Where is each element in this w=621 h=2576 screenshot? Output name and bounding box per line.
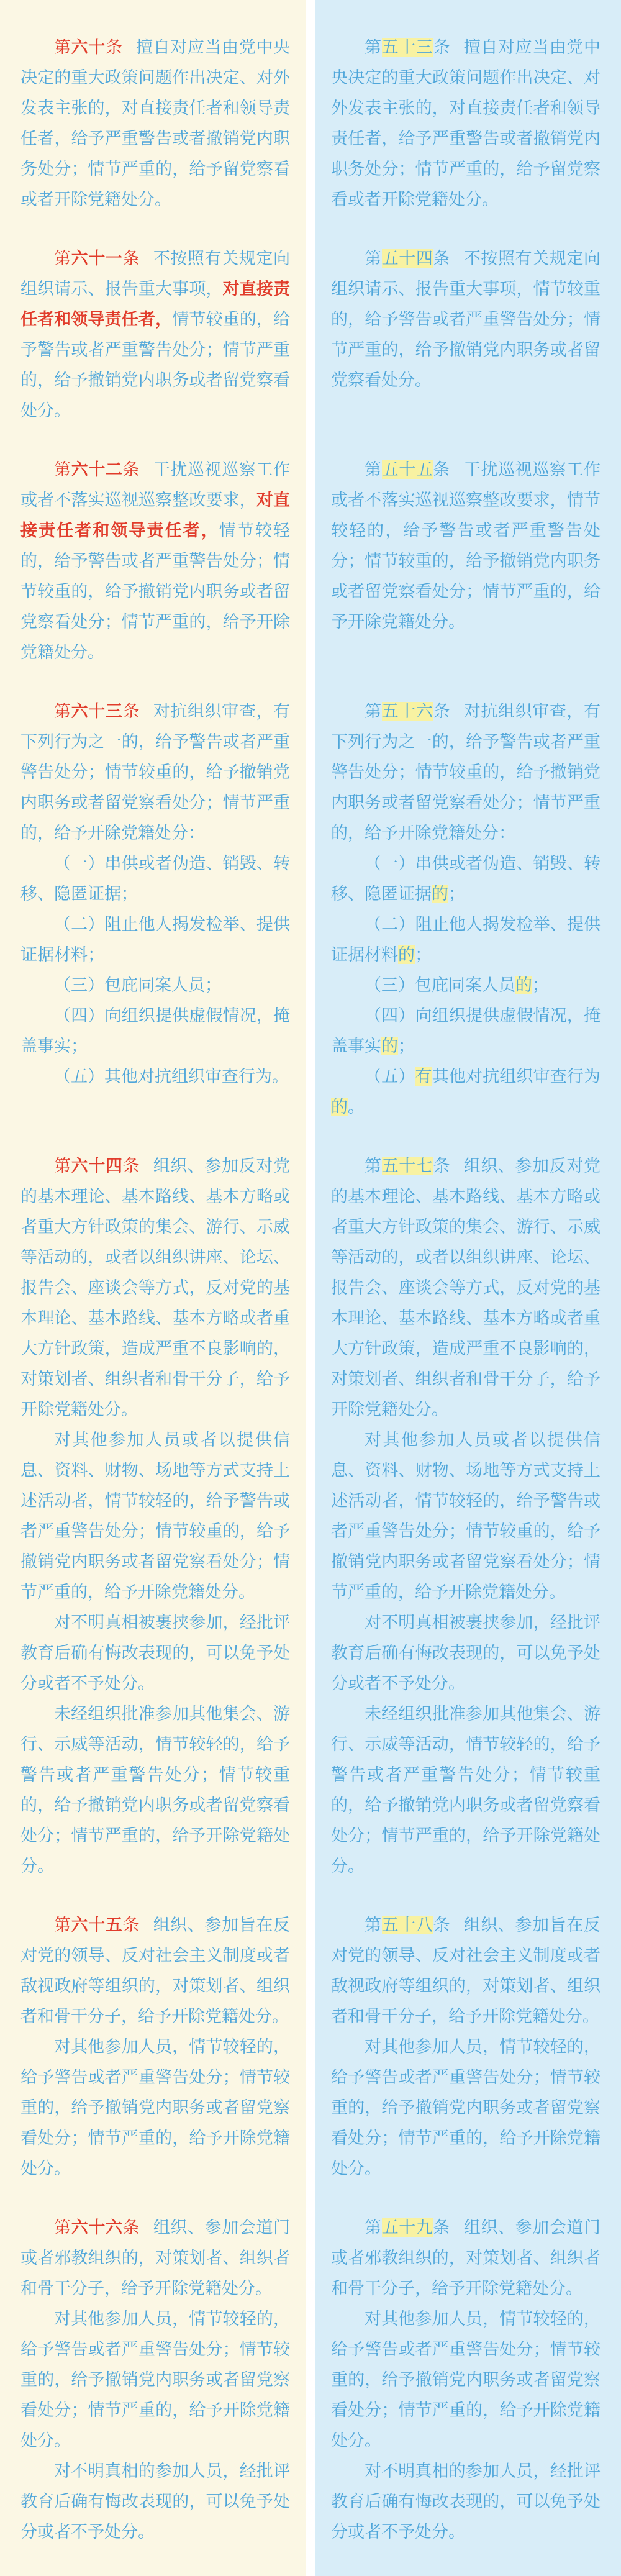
text-run: 对其他参加人员，情节较轻的，给予警告或者严重警告处分；情节较重的，给予撤销党内职务或者留党察看处分；情节严重的，给予开除党籍处分。: [331, 2037, 601, 2178]
article-row: [0, 243, 621, 455]
article-paragraph: [20, 243, 290, 426]
text-run: 对不明真相的参加人员，经批评教育后确有悔改表现的，可以免予处分或者不予处分。: [20, 2462, 290, 2541]
article-number: 条: [433, 702, 451, 721]
bold-red-run: 对直接责任者和领导责任者，: [20, 491, 291, 540]
article: [331, 2213, 601, 2547]
text-run: 对不明真相被裹挟参加，经批评教育后确有悔改表现的，可以免予处分或者不予处分。: [331, 1613, 601, 1693]
article-paragraph: [331, 2456, 601, 2547]
article-number: 条: [433, 1157, 451, 1175]
text-run: （五）: [365, 1067, 415, 1086]
text-run: 不按照有关规定向组织请示、报告重大事项，: [20, 249, 291, 298]
article-paragraph: [20, 455, 290, 668]
article: [20, 1151, 290, 1882]
article-paragraph: [20, 909, 290, 970]
article-paragraph: [20, 970, 290, 1001]
text-run: （一）串供或者伪造、销毁、转移、隐匿证据: [331, 854, 601, 903]
article-cell-right: [310, 2213, 621, 2576]
article-paragraph: [331, 1062, 601, 1122]
article-paragraph: [331, 1699, 601, 1882]
article-paragraph: [331, 1001, 601, 1062]
bold-red-run: 六十六: [71, 2218, 123, 2237]
text-run: （五）其他对抗组织审查行为。: [54, 1067, 289, 1086]
article-paragraph: [331, 696, 601, 849]
text-run: 擅自对应当由党中央决定的重大政策问题作出决定、对外发表主张的，对直接责任者和领导责任者，给予严重警告或者撤销党内职务处分；情节严重的，给予留党察看或者开除党籍处分。: [331, 38, 601, 209]
article-paragraph: [20, 1699, 290, 1882]
article-number: 第: [54, 460, 71, 479]
highlight-run: 的: [331, 1098, 348, 1116]
article-number: 条: [433, 460, 451, 479]
text-run: 组织、参加反对党的基本理论、基本路线、基本方略或者重大方针政策的集会、游行、示威等活动的，或者以组织讲座、论坛、报告会、座谈会等方式，反对党的基本理论、基本路线、基本方略或者重大方针政策，造成严重不良影响的，对策划者、组织者和骨干分子，给予开除党籍处分。: [20, 1157, 291, 1419]
text-run: （四）向组织提供虚假情况，掩盖事实: [331, 1006, 601, 1055]
article-number: 条: [122, 1157, 140, 1175]
article-paragraph: [331, 455, 601, 637]
text-run: 第: [365, 1157, 382, 1175]
text-run: ；: [532, 976, 549, 994]
article: [331, 455, 601, 637]
highlight-run: 的: [432, 885, 448, 903]
text-run: 对其他参加人员，情节较轻的，给予警告或者严重警告处分；情节较重的，给予撤销党内职务或者留党察看处分；情节严重的，给予开除党籍处分。: [20, 2310, 290, 2450]
article-paragraph: [331, 849, 601, 909]
text-run: 擅自对应当由党中央决定的重大政策问题作出决定、对外发表主张的，对直接责任者和领导责任者，给予严重警告或者撤销党内职务处分；情节严重的，给予留党察看或者开除党籍处分。: [20, 38, 291, 209]
text-run: 对抗组织审查，有下列行为之一的，给予警告或者严重警告处分；情节较重的，给予撤销党内职务或者留党察看处分；情节严重的，给予开除党籍处分：: [331, 702, 601, 842]
article-row: [0, 455, 621, 696]
article: [20, 2213, 290, 2547]
article: [331, 1910, 601, 2184]
article-paragraph: [20, 696, 290, 849]
text-run: 对其他参加人员或者以提供信息、资料、财物、场地等方式支持上述活动者，情节较轻的，给予警告或者严重警告处分；情节较重的，给予撤销党内职务或者留党察看处分；情节严重的，给予开除党籍处分。: [331, 1431, 601, 1601]
article: [331, 32, 601, 215]
article-paragraph: [20, 1151, 290, 1425]
article-paragraph: [20, 1062, 290, 1092]
article-paragraph: [331, 1151, 601, 1425]
article: [20, 243, 290, 426]
article-paragraph: [20, 2304, 290, 2456]
article-number: 条: [433, 1916, 451, 1934]
text-run: 第: [365, 1916, 382, 1934]
text-run: ；: [398, 1037, 415, 1055]
bold-red-run: 六十二: [71, 460, 123, 479]
article: [331, 1151, 601, 1882]
bold-red-run: 六十四: [71, 1157, 123, 1175]
text-run: （三）包庇同案人员: [365, 976, 515, 994]
article: [331, 243, 601, 396]
highlight-run: 五十三: [381, 38, 433, 57]
text-run: 组织、参加旨在反对党的领导、反对社会主义制度或者敌视政府等组织的，对策划者、组织者和骨干分子，给予开除党籍处分。: [331, 1916, 601, 2026]
article-number: 条: [433, 249, 451, 268]
article: [20, 455, 290, 668]
article-paragraph: [20, 1425, 290, 1608]
article-cell-right: [310, 696, 621, 1151]
text-run: 干扰巡视巡察工作或者不落实巡视巡察整改要求，: [20, 460, 291, 509]
article-row: [0, 696, 621, 1151]
article: [331, 696, 601, 1122]
text-run: 对抗组织审查，有下列行为之一的，给予警告或者严重警告处分；情节较重的，给予撤销党内职务或者留党察看处分；情节严重的，给予开除党籍处分：: [20, 702, 291, 842]
highlight-run: 五十五: [381, 460, 433, 479]
article-row: [0, 1151, 621, 1910]
article-number: 第: [54, 38, 71, 57]
highlight-run: 五十六: [381, 702, 433, 721]
article-number: 第: [54, 1157, 71, 1175]
text-run: 对其他参加人员或者以提供信息、资料、财物、场地等方式支持上述活动者，情节较轻的，给予警告或者严重警告处分；情节较重的，给予撤销党内职务或者留党察看处分；情节严重的，给予开除党籍处分。: [20, 1431, 290, 1601]
text-run: （二）阻止他人揭发检举、提供证据材料: [331, 915, 601, 964]
text-run: 未经组织批准参加其他集会、游行、示威等活动，情节较轻的，给予警告或者严重警告处分；情节较重的，给予撤销党内职务或者留党察看处分；情节严重的，给予开除党籍处分。: [20, 1704, 290, 1875]
text-run: 干扰巡视巡察工作或者不落实巡视巡察整改要求，情节较轻的，给予警告或者严重警告处分；情节较重的，给予撤销党内职务或者留党察看处分；情节严重的，给予开除党籍处分。: [331, 460, 601, 631]
bold-red-run: 对直接责任者和领导责任者，: [20, 280, 291, 329]
article-number: 条: [433, 2218, 451, 2237]
article-paragraph: [20, 2213, 290, 2304]
article-number: 条: [122, 702, 140, 721]
text-run: 对其他参加人员，情节较轻的，给予警告或者严重警告处分；情节较重的，给予撤销党内职务或者留党察看处分；情节严重的，给予开除党籍处分。: [331, 2310, 601, 2450]
article-paragraph: [331, 1910, 601, 2032]
article-cell-left: [0, 32, 310, 243]
text-run: 第: [365, 249, 382, 268]
article-cell-left: [0, 1151, 310, 1910]
article-number: 条: [122, 1916, 140, 1934]
article: [20, 32, 290, 215]
text-run: （二）阻止他人揭发检举、提供证据材料；: [20, 915, 290, 964]
highlight-run: 五十七: [381, 1157, 433, 1175]
article-paragraph: [20, 2032, 290, 2184]
text-run: 不按照有关规定向组织请示、报告重大事项，情节较重的，给予警告或者严重警告处分；情节严重的，给予撤销党内职务或者留党察看处分。: [331, 249, 601, 389]
highlight-run: 五十八: [381, 1916, 433, 1934]
article-number: 第: [54, 702, 71, 721]
highlight-run: 五十四: [381, 249, 433, 268]
text-run: 第: [365, 702, 382, 721]
text-run: 第: [365, 38, 382, 57]
article-cell-right: [310, 243, 621, 424]
article-paragraph: [331, 243, 601, 396]
text-run: ；: [415, 945, 432, 964]
text-run: 对其他参加人员，情节较轻的，给予警告或者严重警告处分；情节较重的，给予撤销党内职务或者留党察看处分；情节严重的，给予开除党籍处分。: [20, 2037, 290, 2178]
article-number: 条: [122, 249, 140, 268]
article-paragraph: [331, 2032, 601, 2184]
text-run: ；: [448, 885, 465, 903]
text-run: 第: [365, 2218, 382, 2237]
highlight-run: 的: [515, 976, 532, 994]
article-paragraph: [20, 2456, 290, 2547]
article-row: [0, 2213, 621, 2576]
bold-red-run: 六十: [71, 38, 106, 57]
article-paragraph: [331, 2213, 601, 2304]
text-run: （三）包庇同案人员；: [54, 976, 222, 994]
article-number: 第: [54, 1916, 71, 1934]
article-row: [0, 32, 621, 243]
article-paragraph: [331, 1425, 601, 1608]
text-run: 其他对抗组织审查行为: [432, 1067, 601, 1086]
article-cell-right: [310, 455, 621, 666]
article: [20, 1910, 290, 2184]
article-cell-left: [0, 2213, 310, 2576]
article-number: 条: [105, 38, 123, 57]
article-row: [0, 1910, 621, 2213]
bold-red-run: 六十一: [71, 249, 123, 268]
highlight-run: 有: [415, 1067, 432, 1086]
text-run: （四）向组织提供虚假情况，掩盖事实；: [20, 1006, 290, 1055]
text-run: 组织、参加反对党的基本理论、基本路线、基本方略或者重大方针政策的集会、游行、示威等活动的，或者以组织讲座、论坛、报告会、座谈会等方式，反对党的基本理论、基本路线、基本方略或者重大方针政策，造成严重不良影响的，对策划者、组织者和骨干分子，给予开除党籍处分。: [331, 1157, 601, 1419]
article-paragraph: [20, 32, 290, 215]
text-run: 未经组织批准参加其他集会、游行、示威等活动，情节较轻的，给予警告或者严重警告处分；情节较重的，给予撤销党内职务或者留党察看处分；情节严重的，给予开除党籍处分。: [331, 1704, 601, 1875]
article: [20, 696, 290, 1092]
article-number: 第: [54, 2218, 71, 2237]
article-cell-right: [310, 1151, 621, 1910]
article-paragraph: [20, 849, 290, 909]
highlight-run: 的: [398, 945, 415, 964]
article-cell-left: [0, 455, 310, 696]
text-run: 情节较重的，给予警告或者严重警告处分；情节严重的，给予撤销党内职务或者留党察看处分。: [20, 310, 291, 420]
text-run: 组织、参加会道门或者邪教组织的，对策划者、组织者和骨干分子，给予开除党籍处分。: [20, 2218, 291, 2298]
article-number: 条: [122, 2218, 140, 2237]
bold-red-run: 六十三: [71, 702, 123, 721]
article-paragraph: [331, 909, 601, 970]
article-paragraph: [20, 1910, 290, 2032]
text-run: 组织、参加会道门或者邪教组织的，对策划者、组织者和骨干分子，给予开除党籍处分。: [331, 2218, 601, 2298]
article-paragraph: [331, 32, 601, 215]
article-number: 第: [54, 249, 71, 268]
article-paragraph: [331, 1608, 601, 1699]
article-cell-left: [0, 696, 310, 1121]
article-number: 条: [122, 460, 140, 479]
article-cell-left: [0, 1910, 310, 2213]
article-number: 条: [433, 38, 451, 57]
text-run: 组织、参加旨在反对党的领导、反对社会主义制度或者敌视政府等组织的，对策划者、组织者和骨干分子，给予开除党籍处分。: [20, 1916, 291, 2026]
article-paragraph: [331, 970, 601, 1001]
article-paragraph: [20, 1608, 290, 1699]
text-run: 对不明真相被裹挟参加，经批评教育后确有悔改表现的，可以免予处分或者不予处分。: [20, 1613, 290, 1693]
text-run: （一）串供或者伪造、销毁、转移、隐匿证据；: [20, 854, 290, 903]
text-run: 情节较轻的，给予警告或者严重警告处分；情节较重的，给予撤销党内职务或者留党察看处分；情节严重的，给予开除党籍处分。: [20, 521, 291, 662]
highlight-run: 五十九: [381, 2218, 433, 2237]
highlight-run: 的: [381, 1037, 398, 1055]
text-run: 。: [348, 1098, 365, 1116]
bold-red-run: 六十五: [71, 1916, 123, 1934]
article-paragraph: [331, 2304, 601, 2456]
article-paragraph: [20, 1001, 290, 1062]
text-run: 对不明真相的参加人员，经批评教育后确有悔改表现的，可以免予处分或者不予处分。: [331, 2462, 601, 2541]
article-cell-right: [310, 1910, 621, 2213]
text-run: 第: [365, 460, 382, 479]
article-cell-right: [310, 32, 621, 243]
article-cell-left: [0, 243, 310, 455]
